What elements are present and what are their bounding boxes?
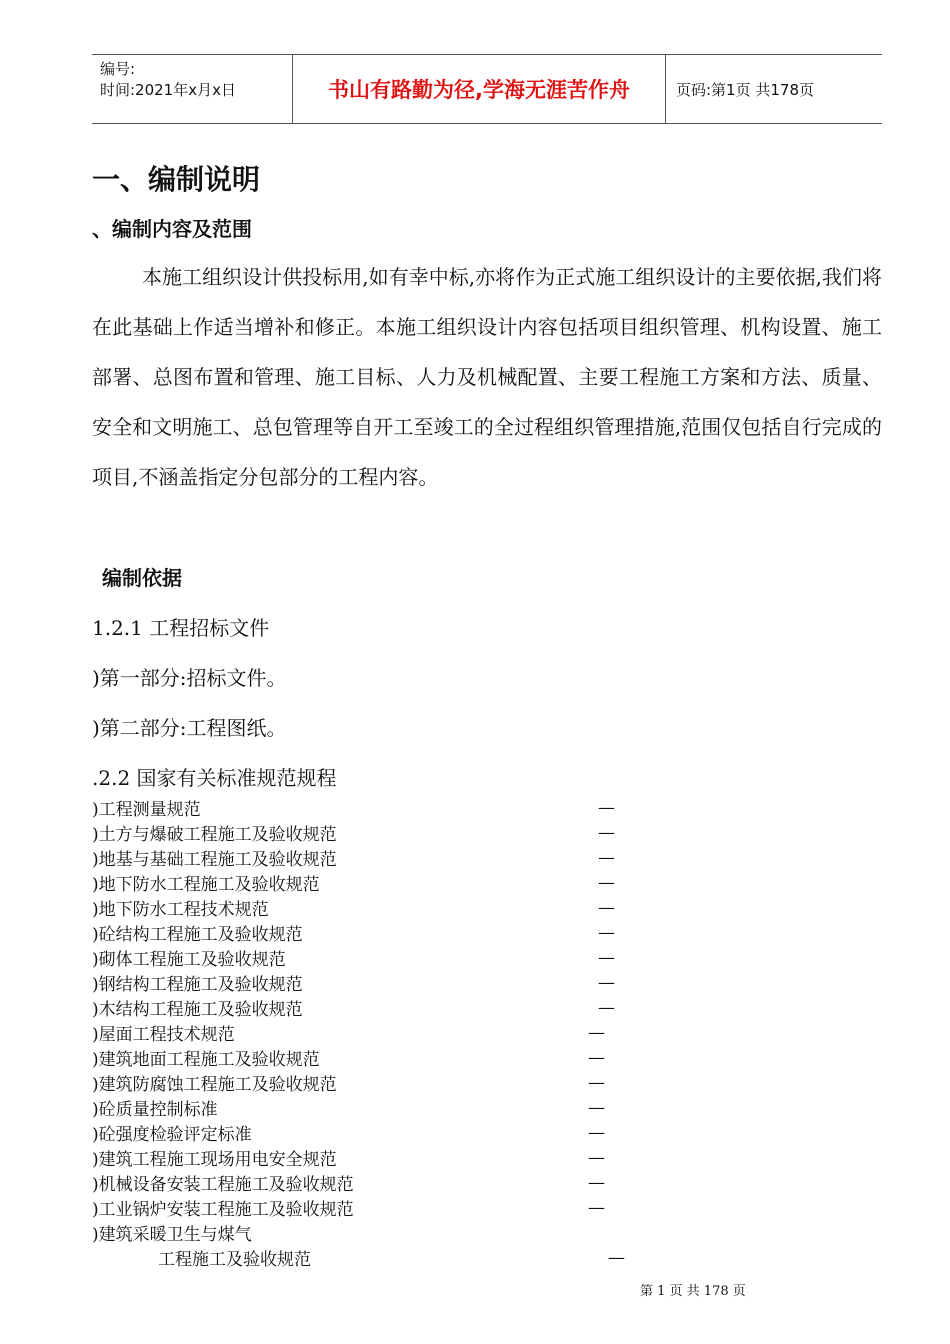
header-page-label: 页码:第1页 共178页 (676, 80, 814, 99)
standard-item: )砼质量控制标准 (92, 1100, 218, 1120)
standard-item: )机械设备安装工程施工及验收规范 (92, 1175, 354, 1195)
standard-item: )建筑地面工程施工及验收规范 (92, 1050, 320, 1070)
standard-item: )建筑防腐蚀工程施工及验收规范 (92, 1075, 337, 1095)
standard-dash: — (588, 1023, 605, 1043)
standard-item: )工程测量规范 (92, 800, 201, 820)
item-1-2-2: .2.2 国家有关标准规范规程 (92, 766, 337, 790)
standard-dash: — (598, 923, 615, 943)
page-footer: 第 1 页 共 178 页 (640, 1284, 746, 1299)
standard-item: )地基与基础工程施工及验收规范 (92, 850, 337, 870)
standard-dash: — (598, 898, 615, 918)
page-header (92, 54, 882, 124)
standard-item: )屋面工程技术规范 (92, 1025, 235, 1045)
time-label: 时间:2021年x月x日 (100, 81, 236, 99)
standard-item: )土方与爆破工程施工及验收规范 (92, 825, 337, 845)
scope-paragraph-text: 本施工组织设计供投标用,如有幸中标,亦将作为正式施工组织设计的主要依据,我们将在此基础上作适当增补和修正。本施工组织设计内容包括项目组织管理、机构设置、施工部署、总图布置和管理、施工目标、人力及机械配置、主要工程施工方案和方法、质量、安全和文明施工、总包管理等自开工至竣工的全过程组织管理措施,范围仅包括自行完成的项目,不涵盖指定分包部分的工程内容。 (92, 265, 882, 489)
standard-dash: — (598, 873, 615, 893)
standard-dash: — (588, 1123, 605, 1143)
header-motto: 书山有路勤为径,学海无涯苦作舟 (293, 55, 666, 123)
standard-dash: — (588, 1148, 605, 1168)
standard-item: )建筑工程施工现场用电安全规范 (92, 1150, 337, 1170)
subsection-title-basis: 编制依据 (102, 566, 182, 590)
standard-item: )木结构工程施工及验收规范 (92, 1000, 303, 1020)
standard-item: )建筑采暖卫生与煤气 (92, 1225, 252, 1245)
standard-dash: — (598, 973, 615, 993)
standard-dash: — (598, 848, 615, 868)
standard-item: )砌体工程施工及验收规范 (92, 950, 286, 970)
standard-item: )钢结构工程施工及验收规范 (92, 975, 303, 995)
standard-dash: — (588, 1173, 605, 1193)
standard-dash: — (598, 823, 615, 843)
number-label: 编号: (100, 60, 136, 78)
part-one-line: )第一部分:招标文件。 (92, 666, 287, 690)
standard-dash: — (588, 1073, 605, 1093)
item-1-2-1: 1.2.1 工程招标文件 (92, 616, 270, 640)
standard-item: )工业锅炉安装工程施工及验收规范 (92, 1200, 354, 1220)
standard-item-continuation: 工程施工及验收规范 (158, 1250, 311, 1270)
scope-paragraph (92, 252, 882, 502)
header-meta (92, 55, 293, 123)
standard-dash: — (598, 998, 615, 1018)
part-two-line: )第二部分:工程图纸。 (92, 716, 287, 740)
standard-dash: — (608, 1248, 625, 1268)
standard-dash: — (598, 798, 615, 818)
standard-item: )砼结构工程施工及验收规范 (92, 925, 303, 945)
standard-item: )地下防水工程施工及验收规范 (92, 875, 320, 895)
section-title: 一、编制说明 (92, 163, 261, 196)
standard-item: )地下防水工程技术规范 (92, 900, 269, 920)
standard-dash: — (588, 1098, 605, 1118)
standard-dash: — (588, 1198, 605, 1218)
standard-item: )砼强度检验评定标准 (92, 1125, 252, 1145)
subsection-title-scope: 、编制内容及范围 (92, 217, 252, 241)
standard-dash: — (598, 948, 615, 968)
standard-dash: — (588, 1048, 605, 1068)
